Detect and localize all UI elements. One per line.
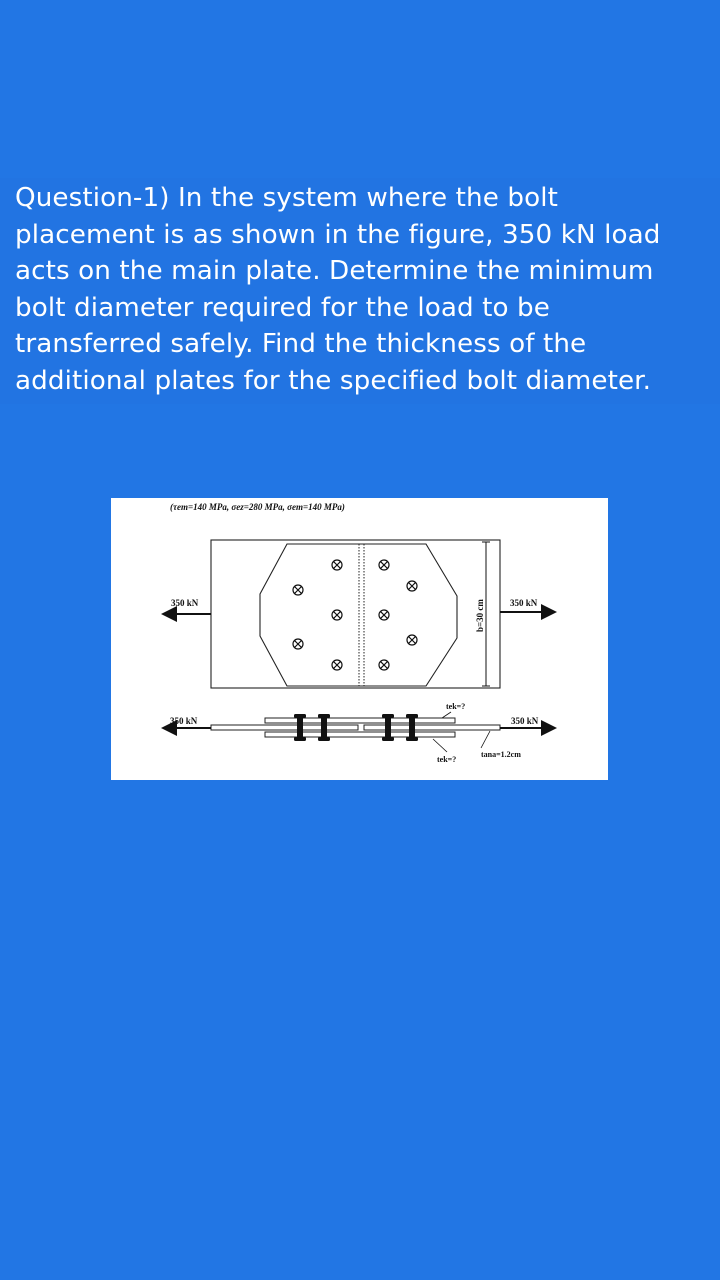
bolt-icon bbox=[407, 635, 417, 645]
tek-bottom-label: tek=? bbox=[437, 755, 457, 764]
bolt-icon bbox=[332, 560, 342, 570]
tek-bottom-leader bbox=[433, 739, 447, 752]
right-load-label-top: 350 kN bbox=[510, 598, 538, 608]
question-line-2: placement is as shown in the figure, 350 kN load bbox=[15, 219, 661, 250]
question-line-3: acts on the main plate. Determine the minimum bbox=[15, 256, 654, 286]
bolt-icon bbox=[379, 560, 389, 570]
bolt-icon bbox=[293, 639, 303, 649]
bolt-icon bbox=[293, 585, 303, 595]
question-text-block bbox=[0, 178, 720, 404]
left-load-label-top: 350 kN bbox=[171, 598, 199, 608]
question-line-4: bolt diameter required for the load to be bbox=[15, 292, 550, 323]
tana-label: tana=1.2cm bbox=[481, 750, 521, 759]
bolt-connection-figure bbox=[111, 498, 608, 780]
bolt-icon bbox=[379, 660, 389, 670]
tek-top-label: tek=? bbox=[446, 702, 466, 711]
bolt-icon bbox=[379, 610, 389, 620]
width-dimension-label: b=30 cm bbox=[475, 599, 485, 632]
question-line-5: transferred safely. Find the thickness of the bbox=[15, 329, 587, 359]
tana-leader bbox=[481, 731, 490, 748]
bolt-connection-drawing bbox=[111, 498, 608, 780]
left-load-label-bottom: 350 kN bbox=[170, 716, 198, 726]
left-main-plate bbox=[211, 725, 358, 730]
bolt-group bbox=[293, 560, 417, 670]
allowable-stresses-label: (τem=140 MPa, σez=280 MPa, σem=140 MPa) bbox=[170, 502, 345, 512]
question-line-1: Question-1) In the system where the bolt bbox=[15, 183, 558, 213]
bolt-icon bbox=[332, 660, 342, 670]
bolt-icon bbox=[407, 581, 417, 591]
right-load-label-bottom: 350 kN bbox=[511, 716, 539, 726]
bolt-icon bbox=[332, 610, 342, 620]
right-main-plate bbox=[364, 725, 500, 730]
top-splice-plate bbox=[265, 718, 455, 723]
question-line-6: additional plates for the specified bolt diameter. bbox=[15, 365, 652, 396]
bottom-splice-plate bbox=[265, 732, 455, 737]
